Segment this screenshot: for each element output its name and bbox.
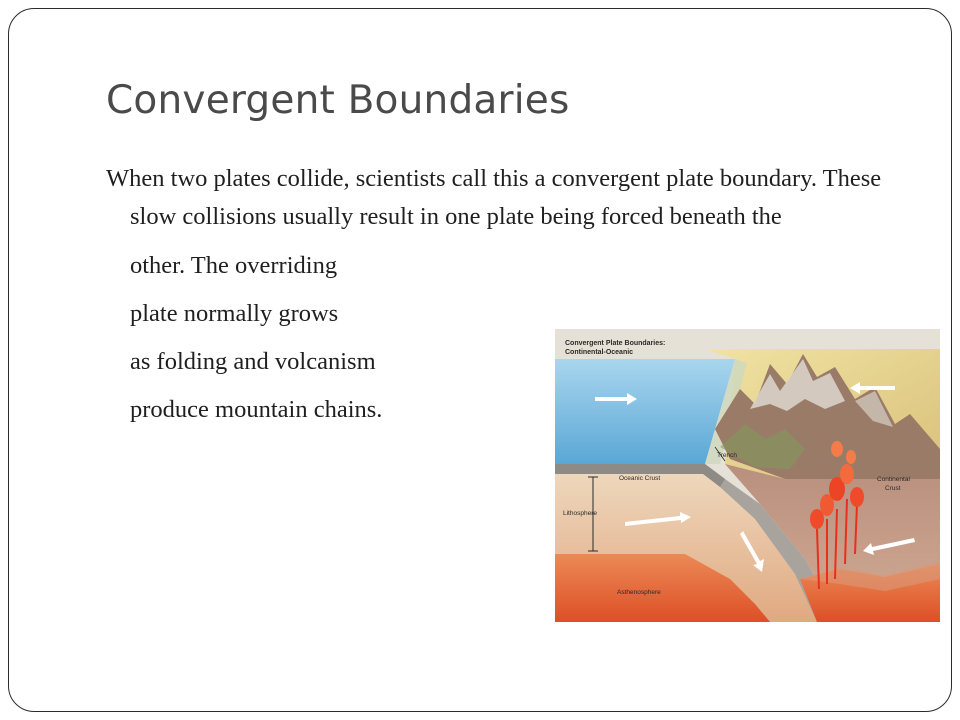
slide-title: Convergent Boundaries [106, 78, 570, 123]
body-line-1: other. The overriding [130, 252, 338, 279]
diagram-title-1: Convergent Plate Boundaries: [565, 340, 666, 347]
body-line-3: as folding and volcanism [130, 348, 376, 375]
ocean-area [555, 359, 735, 464]
continental-crust-label-2: Crust [885, 485, 901, 492]
diagram-title-2: Continental-Oceanic [565, 349, 634, 356]
continental-crust-label-1: Continental [877, 476, 910, 483]
body-paragraph: When two plates collide, scientists call this a convergent plate boundary. These slow collisions usually result in one plate being forced beneath the [106, 165, 882, 230]
trench-label: Trench [717, 452, 737, 459]
body-line-2: plate normally grows [130, 300, 339, 327]
oceanic-crust-label: Oceanic Crust [619, 475, 661, 482]
asthenosphere-label: Asthenosphere [617, 589, 661, 596]
convergent-boundary-diagram [555, 329, 940, 622]
body-line-4: produce mountain chains. [130, 396, 383, 423]
lithosphere-label: Lithosphere [563, 510, 597, 517]
